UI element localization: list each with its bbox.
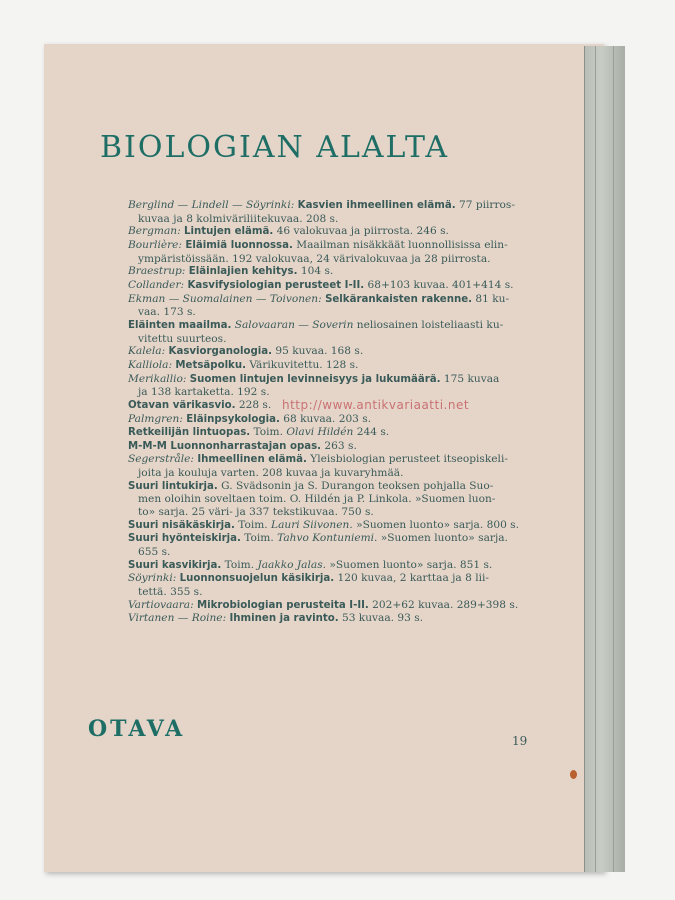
entry-details: »Suomen luonto» sarja. 851 s. <box>329 558 493 571</box>
entry-details: Toim. <box>244 532 274 545</box>
entry-continuation: ja 138 kartaketta. 192 s. <box>138 386 270 399</box>
entry-author: Palmgren: <box>128 412 183 425</box>
book-entry <box>128 293 536 319</box>
entry-title: Suuri lintukirja. <box>128 480 218 492</box>
book-entry <box>128 480 536 519</box>
entry-details: 68 kuvaa. 203 s. <box>283 412 372 425</box>
entry-title: Eläinpsykologia. <box>186 413 280 425</box>
book-list <box>128 199 536 626</box>
entry-editor: Jaakko Jalas. <box>257 558 327 571</box>
entry-details: Yleisbiologian perusteet itseopiskeli- <box>310 453 508 466</box>
book-entry <box>128 532 536 558</box>
book-entry <box>128 345 536 359</box>
entry-details: Maailman nisäkkäät luonnollisissa elin- <box>296 238 508 251</box>
entry-title: Kasviorganologia. <box>168 346 272 358</box>
entry-title: Suuri nisäkäskirja. <box>128 519 235 531</box>
entry-author: Berglind — Lindell — Söyrinki: <box>128 199 295 211</box>
book-entry <box>128 319 536 345</box>
entry-details: 68+103 kuvaa. 401+414 s. <box>367 278 514 291</box>
entry-title: Kasvifysiologian perusteet I-II. <box>187 279 365 291</box>
entry-title: Eläimiä luonnossa. <box>185 239 293 251</box>
book-spine <box>584 46 625 872</box>
entry-title: Kasvien ihmeellinen elämä. <box>297 200 456 211</box>
entry-details: »Suomen luonto» sarja. 800 s. <box>356 518 519 531</box>
entry-title: Retkeilijän lintuopas. <box>128 427 251 439</box>
entry-details: Toim. <box>224 558 255 571</box>
entry-details: 244 s. <box>356 426 390 439</box>
page-title: BIOLOGIAN ALALTA <box>100 130 450 165</box>
entry-author: Ekman — Suomalainen — Toivonen: <box>128 292 322 305</box>
entry-editor: Tahvo Kontuniemi. <box>277 532 378 545</box>
entry-continuation: vaa. 173 s. <box>138 306 196 319</box>
entry-author: Söyrinki: <box>128 572 177 585</box>
entry-continuation: kuvaa ja 8 kolmiväriliitekuvaa. 208 s. <box>138 212 339 225</box>
entry-title: Metsäpolku. <box>175 359 246 371</box>
entry-title: Ihmeellinen elämä. <box>197 454 307 466</box>
entry-title: Mikrobiologian perusteita I-II. <box>197 599 369 611</box>
book-entry <box>128 373 536 399</box>
entry-details: G. Svädsonin ja S. Durangon teoksen pohjalla Suo- <box>221 479 494 492</box>
entry-title: Eläinlajien kehitys. <box>188 266 298 278</box>
book-entry <box>128 199 536 225</box>
book-entry <box>128 279 536 293</box>
entry-details: neliosainen loisteliaasti ku- <box>356 318 504 331</box>
book-entry <box>128 413 536 427</box>
watermark-text: http://www.antikvariaatti.net <box>282 398 470 412</box>
entry-details: Toim. <box>253 426 283 439</box>
entry-author: Kalela: <box>128 345 166 358</box>
entry-title: Otavan värikasvio. <box>128 399 236 411</box>
entry-details: Toim. <box>238 518 268 531</box>
entry-details: Värikuvitettu. 128 s. <box>249 358 359 371</box>
book-entry <box>128 359 536 373</box>
book-entry <box>128 440 536 454</box>
entry-title: Suomen lintujen levinneisyys ja lukumäärä. <box>189 373 441 385</box>
entry-title: Suuri kasvikirja. <box>128 559 222 571</box>
book-entry <box>128 453 536 479</box>
entry-author: Vartiovaara: <box>128 598 194 611</box>
entry-continuation: men oloihin soveltaen toim. O. Hildén ja P. Linkola. »Suomen luon- <box>138 493 496 506</box>
entry-title: Lintujen elämä. <box>184 226 274 238</box>
spine-line <box>595 46 596 872</box>
entry-continuation: 655 s. <box>138 546 171 559</box>
entry-author: Collander: <box>128 278 185 291</box>
entry-continuation: tettä. 355 s. <box>138 586 203 599</box>
book-entry <box>128 265 536 279</box>
entry-title: Eläinten maailma. <box>128 319 232 331</box>
entry-author: Bourlière: <box>128 238 182 251</box>
entry-details: 53 kuvaa. 93 s. <box>341 612 424 625</box>
page-number: 19 <box>512 734 528 748</box>
entry-continuation: vitettu suurteos. <box>138 332 227 345</box>
entry-details: 263 s. <box>324 439 357 452</box>
entry-title: Selkärankaisten rakenne. <box>325 293 472 305</box>
entry-title: Suuri hyönteiskirja. <box>128 533 241 545</box>
entry-details: 46 valokuvaa ja piirrosta. 246 s. <box>276 225 449 238</box>
spine-line <box>613 46 614 872</box>
book-entry <box>128 599 536 613</box>
book-entry <box>128 519 536 533</box>
entry-author: Kalliola: <box>128 358 173 371</box>
entry-author: Braestrup: <box>128 265 186 278</box>
book-entry <box>128 559 536 573</box>
entry-continuation: ympäristöissään. 192 valokuvaa, 24 värivalokuvaa ja 28 piirrosta. <box>138 252 491 265</box>
entry-author: Merikallio: <box>128 372 187 385</box>
entry-author: Segerstråle: <box>128 453 194 466</box>
stain-spot <box>570 770 577 779</box>
book-entry <box>128 225 536 239</box>
publisher-name: OTAVA <box>88 716 186 742</box>
entry-details: 95 kuvaa. 168 s. <box>275 345 364 358</box>
entry-details: 175 kuvaa <box>443 372 500 385</box>
entry-title: Luonnonsuojelun käsikirja. <box>179 573 335 585</box>
entry-details: 120 kuvaa, 2 karttaa ja 8 lii- <box>337 572 489 585</box>
entry-title: M-M-M Luonnonharrastajan opas. <box>128 440 322 452</box>
entry-details: 104 s. <box>300 265 334 278</box>
entry-details: 81 ku- <box>475 292 510 305</box>
entry-editor: Salovaaran — Soverin <box>234 318 354 331</box>
entry-author: Bergman: <box>128 225 181 238</box>
book-entry <box>128 572 536 598</box>
entry-details: »Suomen luonto» sarja. <box>380 532 508 545</box>
entry-details: 228 s. <box>238 398 272 411</box>
entry-details: 77 piirros- <box>458 199 515 211</box>
entry-continuation: to» sarja. 25 väri- ja 337 tekstikuvaa. 750 s. <box>138 506 374 519</box>
entry-details: 202+62 kuvaa. 289+398 s. <box>372 598 519 611</box>
book-entry <box>128 426 536 440</box>
entry-author: Virtanen — Roine: <box>128 612 227 625</box>
entry-editor: Lauri Siivonen. <box>271 518 353 531</box>
book-entry <box>128 239 536 265</box>
entry-title: Ihminen ja ravinto. <box>229 613 339 625</box>
entry-editor: Olavi Hildén <box>286 426 354 439</box>
entry-continuation: joita ja kouluja varten. 208 kuvaa ja kuvaryhmää. <box>138 467 404 480</box>
book-entry <box>128 612 536 626</box>
